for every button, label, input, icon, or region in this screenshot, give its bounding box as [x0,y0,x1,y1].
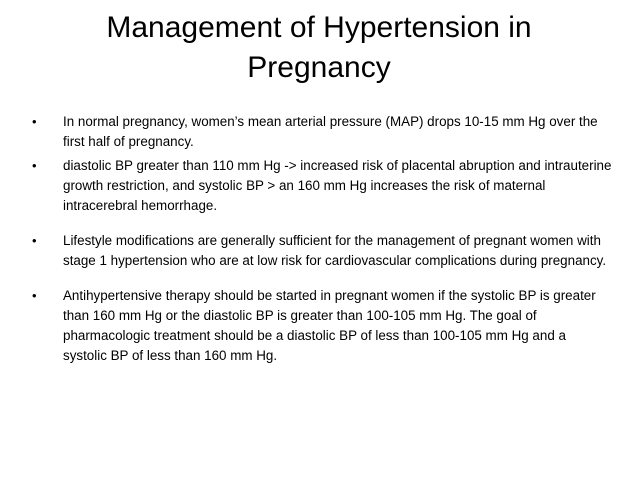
bullet-item-3 [32,231,612,271]
slide-title-line-2: Pregnancy [247,51,391,84]
bullet-dot-icon: • [32,233,37,248]
bullet-item-2 [32,156,612,216]
bullet-item-4 [32,286,612,366]
bullet-list [32,112,612,366]
bullet-text-2: diastolic BP greater than 110 mm Hg -> increased risk of placental abruption and intrauterine growth restriction, and systolic BP > an 160 mm Hg increases the risk of maternal intracerebral hemorrhage. [63,158,612,213]
bullet-text-3: Lifestyle modifications are generally sufficient for the management of pregnant women with stage 1 hypertension who are at low risk for cardiovascular complications during pregnancy. [63,233,607,268]
slide-title-line-1: Management of Hypertension in [106,11,532,44]
bullet-item-1 [32,112,612,152]
bullet-dot-icon: • [32,158,37,173]
slide-title [40,8,598,88]
bullet-dot-icon: • [32,288,37,303]
bullet-text-1: In normal pregnancy, women’s mean arterial pressure (MAP) drops 10-15 mm Hg over the first half of pregnancy. [63,114,598,149]
bullet-text-4: Antihypertensive therapy should be started in pregnant women if the systolic BP is greater than 160 mm Hg or the diastolic BP is greater than 100-105 mm Hg. The goal of pharmacologic treatment should be a diastolic BP of less than 100-105 mm Hg and a systolic BP of less than 160 mm Hg. [63,288,596,363]
bullet-dot-icon: • [32,114,37,129]
